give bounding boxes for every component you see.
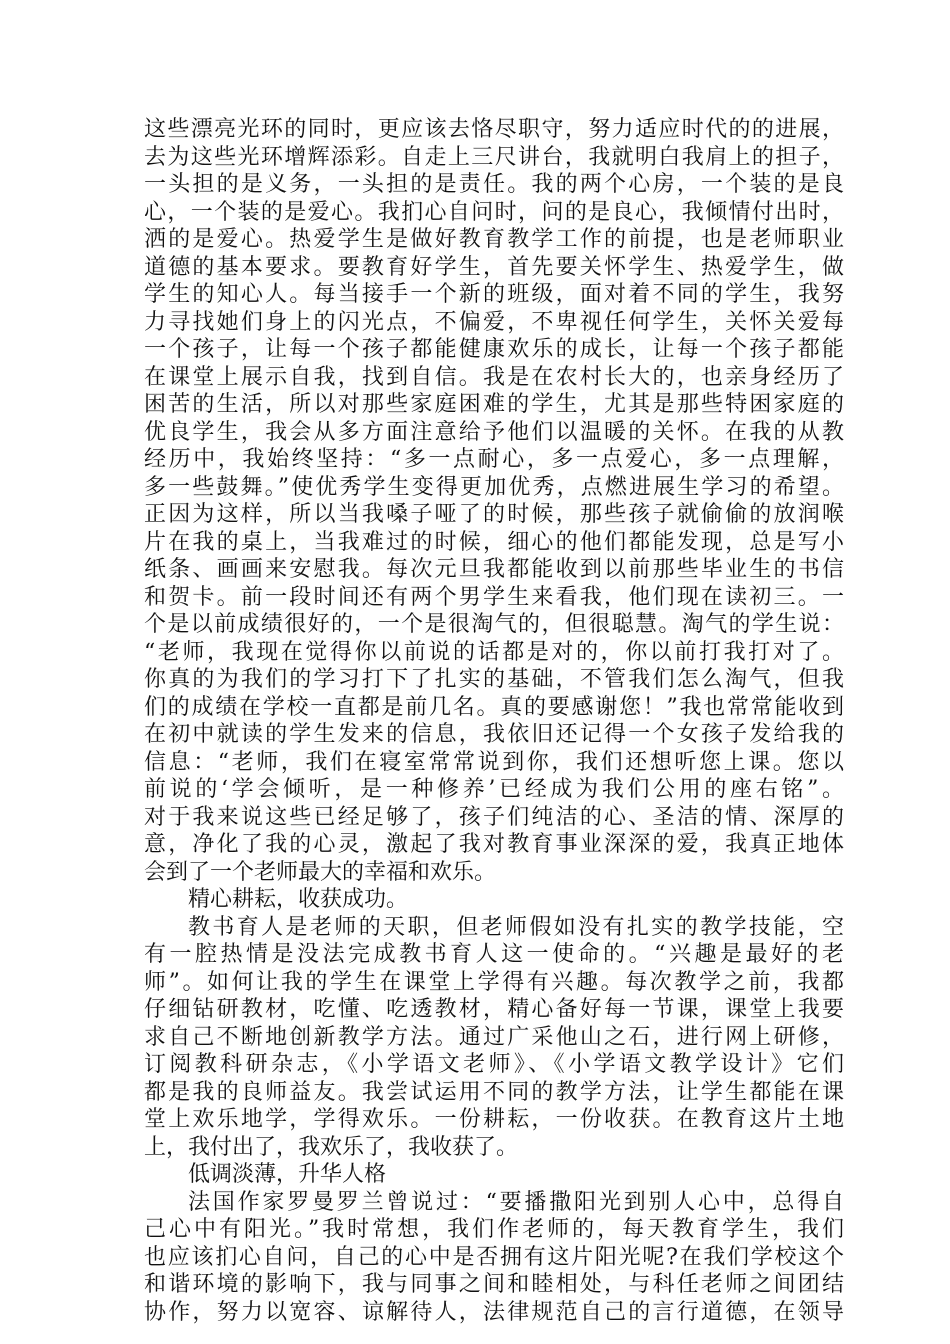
text-line: 己心中有阳光。”我时常想，我们作老师的，每天教育学生，我们 [144, 1217, 844, 1242]
text-line: 求自己不断地创新教学方法。通过广采他山之石，进行网上研修， [144, 1024, 844, 1050]
text-line: 对于我来说这些已经足够了，孩子们纯洁的心、圣洁的情、深厚的 [144, 804, 844, 830]
text-line: 学生的知心人。每当接手一个新的班级，面对着不同的学生，我努 [144, 282, 844, 307]
text-line: 一个孩子，让每一个孩子都能健康欢乐的成长，让每一个孩子都能 [144, 337, 844, 362]
text-line: 在课堂上展示自我，找到自信。我是在农村长大的，也亲身经历了 [144, 364, 844, 390]
text-line: 们的成绩在学校一直都是前几名。真的要感谢您！”我也常常能收到 [144, 694, 844, 720]
text-line: 正因为这样，所以当我嗓子哑了的时候，那些孩子就偷偷的放润喉 [144, 502, 844, 527]
text-line: 心，一个装的是爱心。我扪心自问时，问的是良心，我倾情付出时， [144, 199, 844, 225]
text-line: 优良学生，我会从多方面注意给予他们以温暖的关怀。在我的从教 [144, 419, 844, 445]
text-line: 洒的是爱心。热爱学生是做好教育教学工作的前提，也是老师职业 [144, 227, 844, 252]
text-line: 会到了一个老师最大的幸福和欢乐。 [144, 859, 497, 885]
text-line: 协作，努力以宽容、谅解待人，法律规范自己的言行道德，在领导 [144, 1299, 844, 1325]
text-line: 经历中，我始终坚持：“多一点耐心，多一点爱心，多一点理解， [144, 447, 844, 472]
section-heading: 精心耕耘，收获成功。 [188, 887, 409, 912]
text-line: 师”。如何让我的学生在课堂上学得有兴趣。每次教学之前，我都 [144, 969, 844, 995]
text-line: 纸条、画画来安慰我。每次元旦我都能收到以前那些毕业生的书信 [144, 557, 844, 582]
text-line: 订阅教科研杂志，《小学语文老师》、《小学语文教学设计》它们 [144, 1052, 844, 1077]
text-line: 力寻找她们身上的闪光点，不偏爱，不卑视任何学生，关怀关爱每 [144, 309, 844, 335]
text-line: 也应该扪心自问，自己的心中是否拥有这片阳光呢?在我们学校这个 [144, 1244, 844, 1270]
text-line: 堂上欢乐地学，学得欢乐。一份耕耘，一份收获。在教育这片土地 [144, 1107, 844, 1132]
text-line: 道德的基本要求。要教育好学生，首先要关怀学生、热爱学生，做 [144, 254, 844, 280]
section-heading: 低调淡薄，升华人格 [188, 1162, 387, 1187]
text-line: 都是我的良师益友。我尝试运用不同的教学方法，让学生都能在课 [144, 1079, 844, 1105]
text-line: 信息：“老师，我们在寝室常常说到你，我们还想听您上课。您以 [144, 749, 844, 775]
paragraph-first-line: 教书育人是老师的天职，但老师假如没有扎实的教学技能，空 [188, 914, 844, 940]
text-line: 有一腔热情是没法完成教书育人这一使命的。“兴趣是最好的老 [144, 942, 844, 967]
text-line: 在初中就读的学生发来的信息，我依旧还记得一个女孩子发给我的 [144, 722, 844, 747]
text-line: 片在我的桌上，当我难过的时候，细心的他们都能发现，总是写小 [144, 529, 844, 555]
text-line: 困苦的生活，所以对那些家庭困难的学生，尤其是那些特困家庭的 [144, 392, 844, 417]
text-line: 意，净化了我的心灵，激起了我对教育事业深深的爱，我真正地体 [144, 832, 844, 857]
text-line: 和贺卡。前一段时间还有两个男学生来看我，他们现在读初三。一 [144, 584, 844, 610]
text-line: “老师，我现在觉得你以前说的话都是对的，你以前打我打对了。 [144, 639, 844, 665]
text-line: 这些漂亮光环的同时，更应该去恪尽职守，努力适应时代的的进展， [144, 117, 844, 142]
text-line: 上，我付出了，我欢乐了，我收获了。 [144, 1134, 519, 1160]
text-line: 和谐环境的影响下，我与同事之间和睦相处，与科任老师之间团结 [144, 1272, 844, 1297]
body-text [144, 116, 844, 1326]
paragraph-first-line: 法国作家罗曼罗兰曾说过：“要播撒阳光到别人心中，总得自 [188, 1189, 844, 1215]
text-line: 一头担的是义务，一头担的是责任。我的两个心房，一个装的是良 [144, 172, 844, 197]
text-line: 你真的为我们的学习打下了扎实的基础，不管我们怎么淘气，但我 [144, 667, 844, 692]
text-line: 仔细钻研教材，吃懂、吃透教材，精心备好每一节课，课堂上我要 [144, 997, 844, 1022]
text-line: 前说的‘学会倾听，是一种修养’已经成为我们公用的座右铭”。 [144, 777, 844, 802]
text-line: 个是以前成绩很好的，一个是很淘气的，但很聪慧。淘气的学生说： [144, 612, 844, 637]
text-line: 多一些鼓舞。”使优秀学生变得更加优秀，点燃进展生学习的希望。 [144, 474, 844, 500]
text-line: 去为这些光环增辉添彩。自走上三尺讲台，我就明白我肩上的担子， [144, 144, 844, 170]
